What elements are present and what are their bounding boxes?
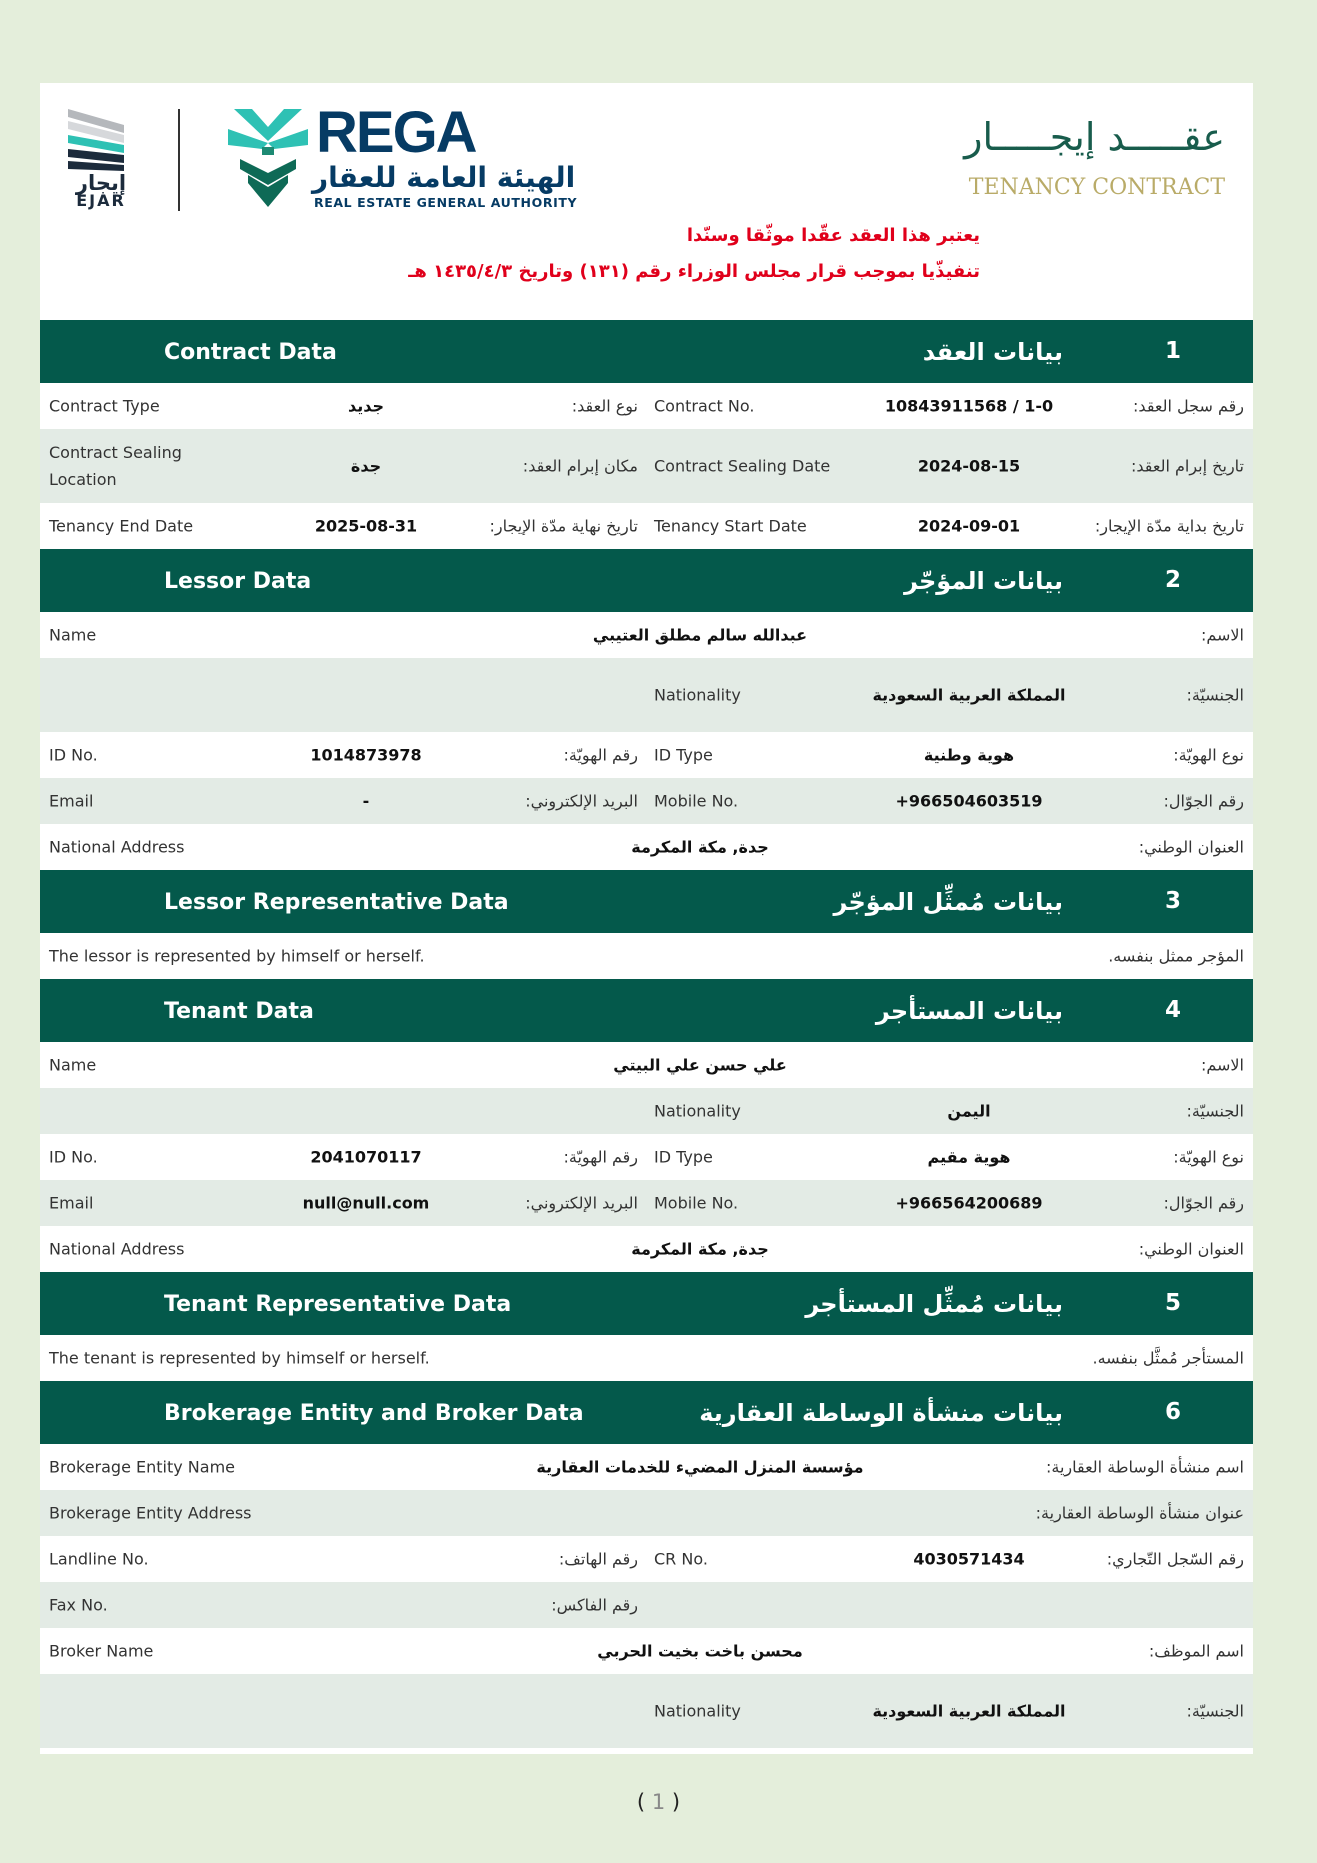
brokerage-entity-value: مؤسسة المنزل المضيء للخدمات العقارية: [536, 1457, 864, 1477]
table-row: [40, 1444, 1253, 1490]
section-number: 1: [1164, 338, 1181, 364]
field-label-ar: تاريخ إبرام العقد:: [1130, 456, 1244, 476]
field-label-ar: اسم منشأة الوساطة العقارية:: [1045, 1457, 1244, 1477]
lessor-mobile-value: +966504603519: [895, 791, 1043, 811]
tenant-id-value: 2041070117: [310, 1147, 422, 1167]
field-label-en: Contract Type: [49, 396, 160, 416]
field-label-en: Email: [49, 791, 94, 811]
section-header-tenant: [40, 979, 1253, 1042]
field-label-en: Name: [49, 1055, 97, 1075]
sealing-location-value: جدة: [350, 456, 382, 476]
section-number: 5: [1164, 1290, 1181, 1316]
section-title-ar: بيانات منشأة الوساطة العقارية: [699, 1399, 1063, 1427]
table-row: [40, 1490, 1253, 1536]
document-header: [40, 83, 1253, 320]
section-title-ar: بيانات مُمثِّل المؤجّر: [833, 888, 1063, 916]
field-label-en: Contract Sealing Location: [49, 443, 182, 489]
section-number: 6: [1164, 1399, 1181, 1425]
contract-number-value: 10843911568 / 1-0: [884, 396, 1054, 416]
lessor-id-value: 1014873978: [310, 745, 422, 765]
field-label-ar: اسم الموظف:: [1148, 1641, 1244, 1661]
field-label-ar: الاسم:: [1200, 625, 1244, 645]
logo-divider: [178, 109, 180, 211]
table-row: [40, 429, 1253, 503]
section-title-en: Brokerage Entity and Broker Data: [164, 1401, 584, 1426]
section-title-ar: بيانات المؤجّر: [904, 567, 1063, 595]
section-title-en: Lessor Data: [164, 569, 312, 594]
section-header-lessor: [40, 549, 1253, 612]
lessor-id-type-value: هوية وطنية: [923, 745, 1015, 765]
field-label-ar: رقم السّجل التّجاري:: [1106, 1549, 1244, 1569]
field-label-ar: رقم الجوّال:: [1163, 791, 1244, 811]
field-label-ar: الجنسيّة:: [1186, 1701, 1244, 1721]
field-label-ar: رقم الهويّة:: [563, 745, 638, 765]
notarized-notice-line2: تنفيذّيا بموجب قرار مجلس الوزراء رقم (١٣١) وتاريخ ١٤٣٥/٤/٣ هـ: [408, 261, 980, 282]
contract-type-value: جديد: [347, 396, 385, 416]
rega-palm-emblem-icon: [228, 109, 308, 209]
table-row: [40, 1134, 1253, 1180]
section-number: 2: [1164, 567, 1181, 593]
field-label-en: Tenancy Start Date: [654, 516, 807, 536]
ejar-arabic-wordmark: إيجار: [75, 171, 127, 195]
tenant-rep-text-en: The tenant is represented by himself or herself.: [49, 1348, 430, 1368]
section-header-contract: [40, 320, 1253, 383]
table-row: [40, 933, 1253, 979]
lessor-address-value: جدة, مكة المكرمة: [631, 837, 769, 857]
section-title-en: Lessor Representative Data: [164, 890, 509, 915]
table-row: [40, 658, 1253, 732]
section-header-brokerage: [40, 1381, 1253, 1444]
rega-arabic-name: الهيئة العامة للعقار: [312, 161, 576, 194]
table-row: [40, 1226, 1253, 1272]
section-number: 4: [1164, 997, 1181, 1023]
table-row: [40, 824, 1253, 870]
field-label-ar: الجنسيّة:: [1186, 685, 1244, 705]
tenancy-start-value: 2024-09-01: [917, 516, 1021, 536]
field-label-ar: رقم الفاكس:: [551, 1595, 638, 1615]
contract-page: [40, 83, 1253, 1754]
tenant-email-value: null@null.com: [302, 1193, 430, 1213]
document-title-ar: عقـــــد إيجـــــار: [964, 115, 1225, 159]
table-row: [40, 383, 1253, 429]
table-row: [40, 1335, 1253, 1381]
lessor-rep-text-ar: المؤجر ممثل بنفسه.: [1108, 946, 1244, 966]
field-label-en: ID No.: [49, 745, 98, 765]
field-label-en: Contract Sealing Date: [654, 456, 831, 476]
ejar-english-wordmark: EJAR: [76, 191, 126, 210]
notarized-notice-line1: يعتبر هذا العقد عقّدا موثّقا وسنّدا: [686, 225, 980, 246]
table-row: [40, 1582, 1253, 1628]
lessor-email-value: -: [362, 791, 370, 811]
field-label-en: ID Type: [654, 745, 713, 765]
field-label-ar: رقم سجل العقد:: [1133, 396, 1244, 416]
field-label-en: Nationality: [654, 1701, 741, 1721]
page-number-close: ): [671, 1790, 681, 1814]
field-label-en: CR No.: [654, 1549, 708, 1569]
broker-nationality-value: المملكة العربية السعودية: [872, 1701, 1066, 1721]
field-label-en: Contract No.: [654, 396, 755, 416]
section-number: 3: [1164, 888, 1181, 914]
rega-wordmark: REGA: [316, 100, 476, 165]
field-label-en: ID No.: [49, 1147, 98, 1167]
field-label-ar: عنوان منشأة الوساطة العقارية:: [1035, 1503, 1244, 1523]
tenant-id-type-value: هوية مقيم: [927, 1147, 1011, 1167]
field-label-ar: البريد الإلكتروني:: [525, 791, 638, 811]
section-title-ar: بيانات العقد: [922, 338, 1063, 366]
tenancy-end-value: 2025-08-31: [314, 516, 418, 536]
field-label-ar: الجنسيّة:: [1186, 1101, 1244, 1121]
field-label-ar: نوع العقد:: [571, 396, 638, 416]
sealing-date-value: 2024-08-15: [917, 456, 1021, 476]
section-title-en: Contract Data: [164, 340, 337, 365]
field-label-en: Mobile No.: [654, 1193, 739, 1213]
table-row: [40, 732, 1253, 778]
lessor-name-value: عبدالله سالم مطلق العتيبي: [592, 625, 808, 645]
field-label-ar: رقم الجوّال:: [1163, 1193, 1244, 1213]
table-row: [40, 1042, 1253, 1088]
table-row: [40, 1180, 1253, 1226]
field-label-ar: العنوان الوطني:: [1138, 1239, 1244, 1259]
table-row: [40, 1088, 1253, 1134]
field-label-ar: رقم الهاتف:: [558, 1549, 638, 1569]
field-label-en: National Address: [49, 1239, 185, 1259]
tenant-rep-text-ar: المستأجر مُمثَّل بنفسه.: [1092, 1348, 1244, 1368]
section-header-tenant-rep: [40, 1272, 1253, 1335]
field-label-ar: نوع الهويّة:: [1173, 745, 1244, 765]
field-label-en: Tenancy End Date: [49, 516, 194, 536]
document-title-en: TENANCY CONTRACT: [968, 175, 1225, 200]
field-label-ar: نوع الهويّة:: [1173, 1147, 1244, 1167]
field-label-en: Brokerage Entity Name: [49, 1457, 235, 1477]
broker-name-value: محسن باخت بخيت الحربي: [597, 1641, 803, 1661]
section-title-ar: بيانات المستأجر: [875, 997, 1063, 1025]
section-title-en: Tenant Data: [164, 999, 314, 1024]
table-row: [40, 1536, 1253, 1582]
field-label-ar: تاريخ بداية مدّة الإيجار:: [1094, 516, 1244, 536]
page-number-value: 1: [651, 1790, 666, 1814]
tenant-address-value: جدة, مكة المكرمة: [631, 1239, 769, 1259]
field-label-ar: مكان إبرام العقد:: [522, 456, 638, 476]
field-label-en: Broker Name: [49, 1641, 154, 1661]
field-label-en: Mobile No.: [654, 791, 739, 811]
field-label-ar: تاريخ نهاية مدّة الإيجار:: [489, 516, 638, 536]
tenant-name-value: علي حسن علي البيتي: [613, 1055, 787, 1075]
field-label-ar: رقم الهويّة:: [563, 1147, 638, 1167]
section-header-lessor-rep: [40, 870, 1253, 933]
field-label-en: National Address: [49, 837, 185, 857]
field-label-en: ID Type: [654, 1147, 713, 1167]
tenant-mobile-value: +966564200689: [895, 1193, 1043, 1213]
field-label-en: Landline No.: [49, 1549, 149, 1569]
field-label-ar: العنوان الوطني:: [1138, 837, 1244, 857]
rega-english-name: REAL ESTATE GENERAL AUTHORITY: [314, 195, 578, 210]
cr-number-value: 4030571434: [913, 1549, 1025, 1569]
table-row: [40, 503, 1253, 549]
section-title-ar: بيانات مُمثِّل المستأجر: [805, 1290, 1063, 1318]
field-label-en: Nationality: [654, 685, 741, 705]
field-label-en: Fax No.: [49, 1595, 108, 1615]
page-number: [0, 1790, 1317, 1814]
field-label-ar: البريد الإلكتروني:: [525, 1193, 638, 1213]
table-row: [40, 612, 1253, 658]
table-row: [40, 778, 1253, 824]
lessor-rep-text-en: The lessor is represented by himself or herself.: [49, 946, 425, 966]
tenant-nationality-value: اليمن: [947, 1101, 991, 1121]
lessor-nationality-value: المملكة العربية السعودية: [872, 685, 1066, 705]
field-label-en: Email: [49, 1193, 94, 1213]
table-row: [40, 1674, 1253, 1748]
table-row: [40, 1628, 1253, 1674]
field-label-en: Nationality: [654, 1101, 741, 1121]
field-label-en: Name: [49, 625, 97, 645]
field-label-en: Brokerage Entity Address: [49, 1503, 252, 1523]
field-label-ar: الاسم:: [1200, 1055, 1244, 1075]
section-title-en: Tenant Representative Data: [164, 1292, 512, 1317]
page-number-open: (: [636, 1790, 646, 1814]
